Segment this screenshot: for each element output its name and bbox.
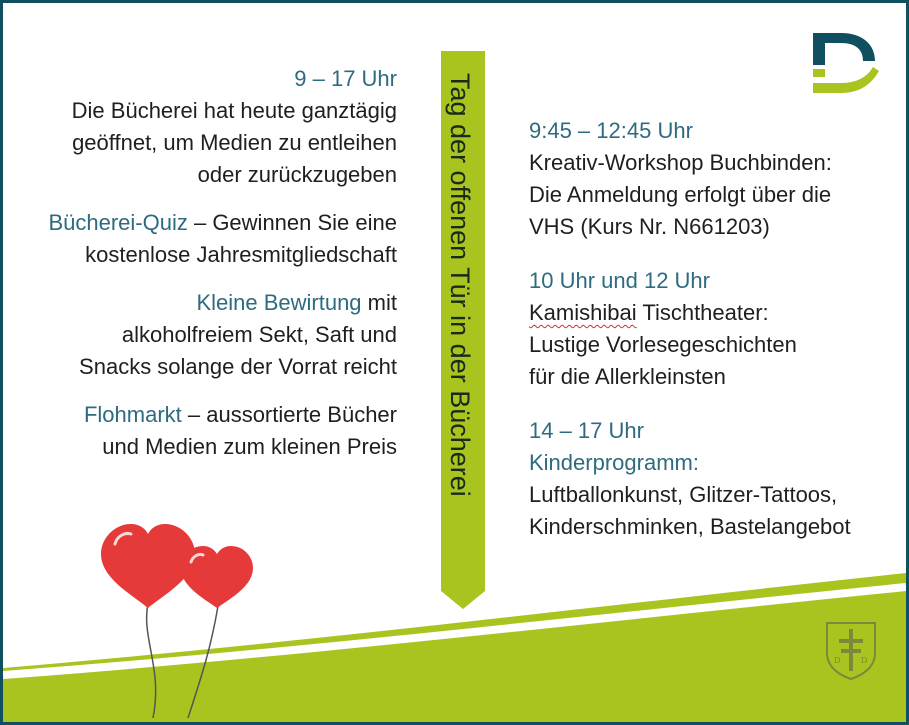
time-label: 9 – 17 Uhr — [294, 66, 397, 91]
coat-of-arms-icon — [823, 619, 879, 681]
right-column — [529, 115, 889, 565]
highlight-text: Kleine Bewirtung — [196, 290, 362, 315]
text-line — [17, 287, 397, 319]
text-rest: – Gewinnen Sie eine — [187, 210, 397, 235]
right-block-kids — [529, 415, 889, 543]
left-column — [17, 63, 397, 479]
text-rest: – aussortierte Bücher — [181, 402, 397, 427]
time-label: 10 Uhr und 12 Uhr — [529, 268, 710, 293]
text-line: oder zurückzugeben — [197, 162, 397, 187]
text-line: Kreativ-Workshop Buchbinden: — [529, 150, 832, 175]
text-line: Snacks solange der Vorrat reicht — [79, 354, 397, 379]
text-line — [17, 207, 397, 239]
text-rest: mit — [361, 290, 397, 315]
underlined-word: Kamishibai — [529, 300, 637, 325]
text-line: und Medien zum kleinen Preis — [102, 434, 397, 459]
left-block-opening-hours — [17, 63, 397, 191]
text-line: geöffnet, um Medien zu entleihen — [72, 130, 397, 155]
text-line: Die Bücherei hat heute ganztägig — [71, 98, 397, 123]
text-line: Kinderschminken, Bastelangebot — [529, 514, 851, 539]
heart-balloons-icon — [93, 518, 263, 718]
library-logo-icon — [811, 29, 881, 95]
banner-title: Tag der offenen Tür in der Bücherei — [445, 73, 475, 497]
left-block-quiz — [17, 207, 397, 271]
highlight-text: Bücherei-Quiz — [48, 210, 188, 235]
highlight-text: Flohmarkt — [83, 402, 182, 427]
text-line: kostenlose Jahresmitgliedschaft — [85, 242, 397, 267]
subtitle-label: Kinderprogramm: — [529, 450, 699, 475]
text-line: für die Allerkleinsten — [529, 364, 726, 389]
right-block-workshop — [529, 115, 889, 243]
svg-text:D: D — [861, 656, 868, 665]
time-label: 14 – 17 Uhr — [529, 418, 644, 443]
left-block-catering — [17, 287, 397, 383]
text-line: Die Anmeldung erfolgt über die — [529, 182, 832, 207]
text-line: Lustige Vorlesegeschichten — [529, 332, 797, 357]
text-line: VHS (Kurs Nr. N661203) — [529, 214, 770, 239]
time-label: 9:45 – 12:45 Uhr — [529, 118, 693, 143]
text-line — [529, 297, 889, 329]
text-line: Luftballonkunst, Glitzer-Tattoos, — [529, 482, 838, 507]
left-block-fleamarket — [17, 399, 397, 463]
text-line — [17, 399, 397, 431]
banner-text-holder — [441, 51, 485, 591]
text-rest: Tischtheater: — [636, 300, 769, 325]
text-line: alkoholfreiem Sekt, Saft und — [121, 322, 397, 347]
right-block-kamishibai — [529, 265, 889, 393]
svg-text:D: D — [834, 656, 841, 665]
